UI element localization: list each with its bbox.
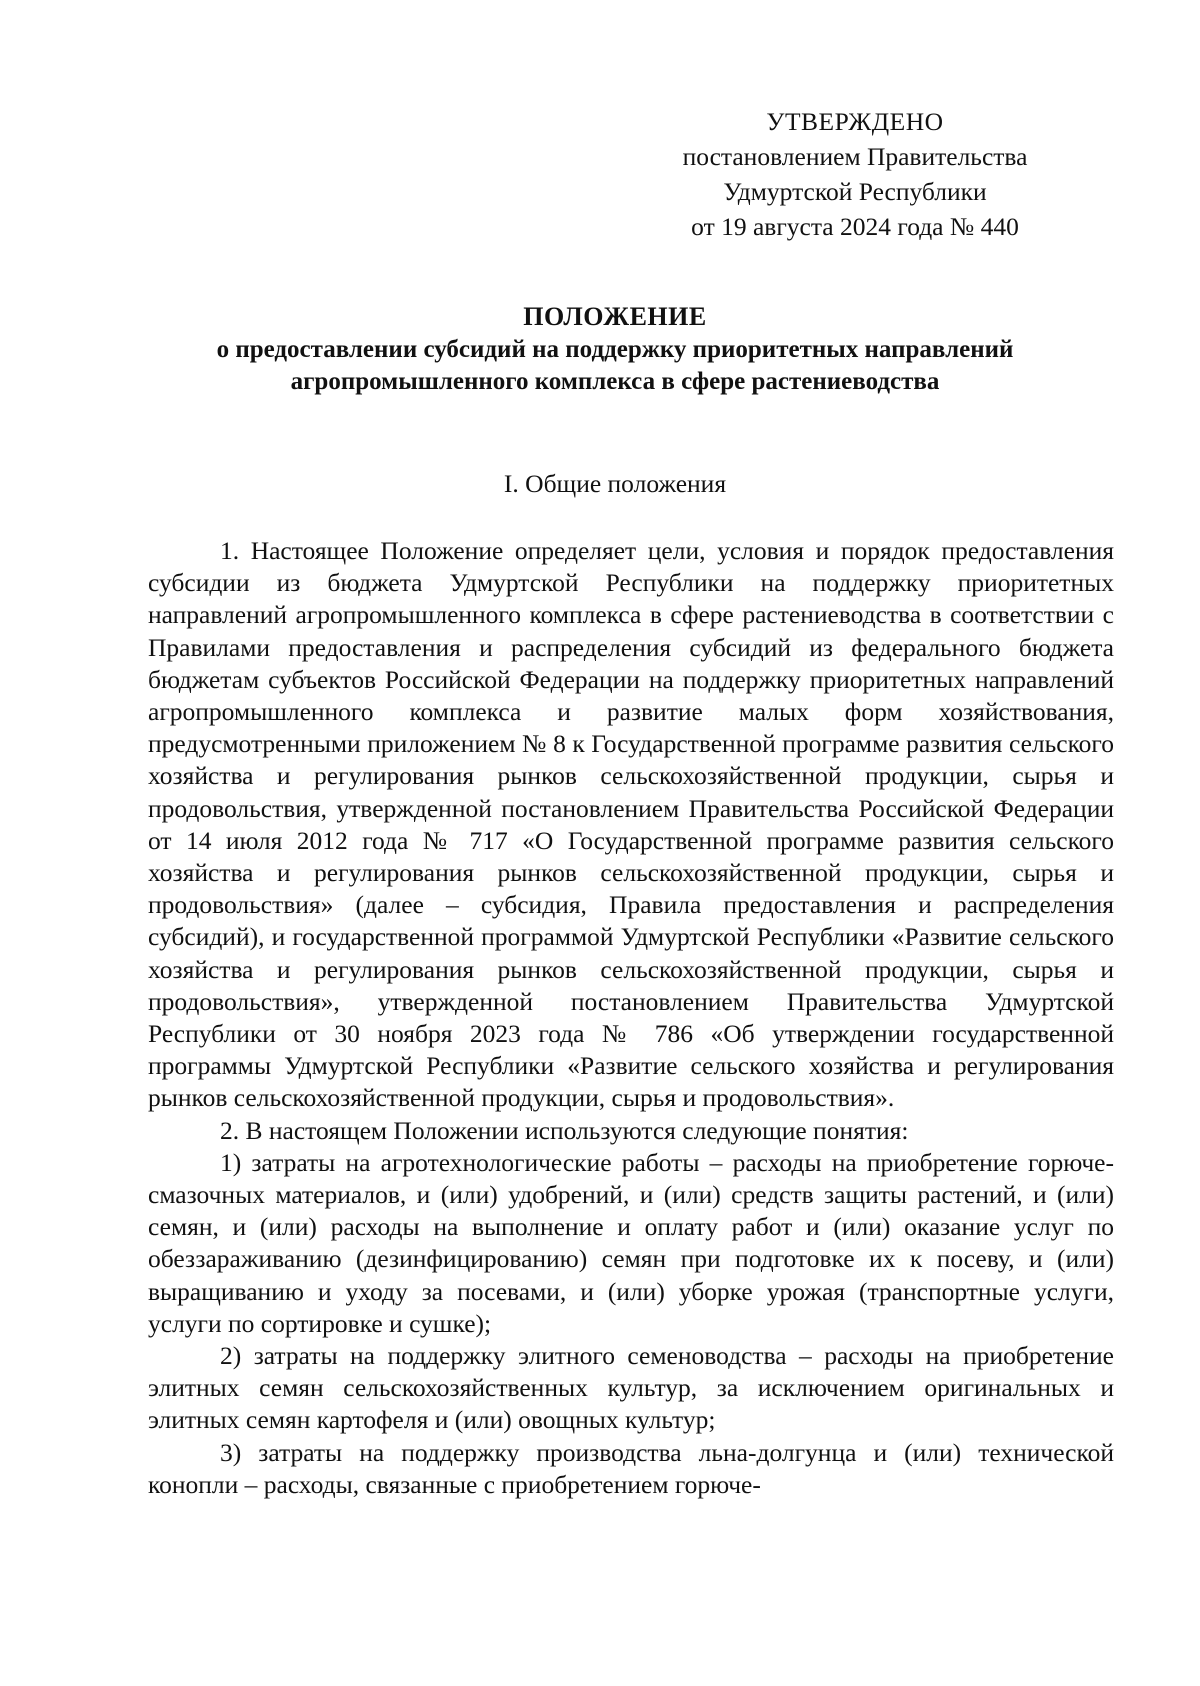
approval-line-republic: Удмуртской Республики [723,177,987,206]
paragraph-2-item-3: 3) затраты на поддержку производства льна-долгунца и (или) технической конопли – расходы, связанные с приобретением горюче- [148,1437,1114,1499]
approval-line-date: от 19 августа 2024 года № 440 [691,212,1019,241]
approval-line-decree: постановлением Правительства [682,142,1028,171]
document-title-block [140,300,1090,398]
paragraph-2: 2. В настоящем Положении используются следующие понятия: [220,1115,909,1145]
document-title: ПОЛОЖЕНИЕ [523,302,707,331]
approval-block [655,104,1055,244]
paragraph-2-item-2: 2) затраты на поддержку элитного семеноводства – расходы на приобретение элитных семян сельскохозяйственных культур, за исключением оригинальных и элитных семян картофеля и (или) овощных культур; [148,1341,1114,1435]
paragraph-2-item-1: 1) затраты на агротехнологические работы – расходы на приобретение горюче-смазочных материалов, и (или) удобрений, и (или) средств защиты растений, и (или) семян, и (или) расходы на выполнение и оплату работ и (или) оказание услуг по обеззараживанию (дезинфицированию) семян при подготовке их к посеву, и (или) выращиванию и уходу за посевами, и (или) уборке урожая (транспортные услуги, услуги по сортировке и сушке); [148,1147,1114,1338]
document-body [148,535,1114,1501]
document-subtitle-line-1: о предоставлении субсидий на поддержку приоритетных направлений [216,336,1014,363]
approval-heading: УТВЕРЖДЕНО [766,107,944,136]
paragraph-1: 1. Настоящее Положение определяет цели, условия и порядок предоставления субсидии из бюджета Удмуртской Республики на поддержку приоритетных направлений агропромышленного комплекса в сфере растениеводства в соответствии с Правилами предоставления и распределения субсидий из федерального бюджета бюджетам субъектов Российской Федерации на поддержку приоритетных направлений агропромышленного комплекса и развитие малых форм хозяйствования, предусмотренными приложением № 8 к Государственной программе развития сельского хозяйства и регулирования рынков сельскохозяйственной продукции, сырья и продовольствия, утвержденной постановлением Правительства Российской Федерации от 14 июля 2012 года № 717 «О Государственной программе развития сельского хозяйства и регулирования рынков сельскохозяйственной продукции, сырья и продовольствия» (далее – субсидия, Правила предоставления и распределения субсидий), и государственной программой Удмуртской Республики «Развитие сельского хозяйства и регулирования рынков сельскохозяйственной продукции, сырья и продовольствия», утвержденной постановлением Правительства Удмуртской Республики от 30 ноября 2023 года № 786 «Об утверждении государственной программы Удмуртской Республики «Развитие сельского хозяйства и регулирования рынков сельскохозяйственной продукции, сырья и продовольствия». [148,536,1114,1113]
section-heading: I. Общие положения [503,469,727,498]
document-subtitle-line-2: агропромышленного комплекса в сфере растениеводства [290,368,940,395]
